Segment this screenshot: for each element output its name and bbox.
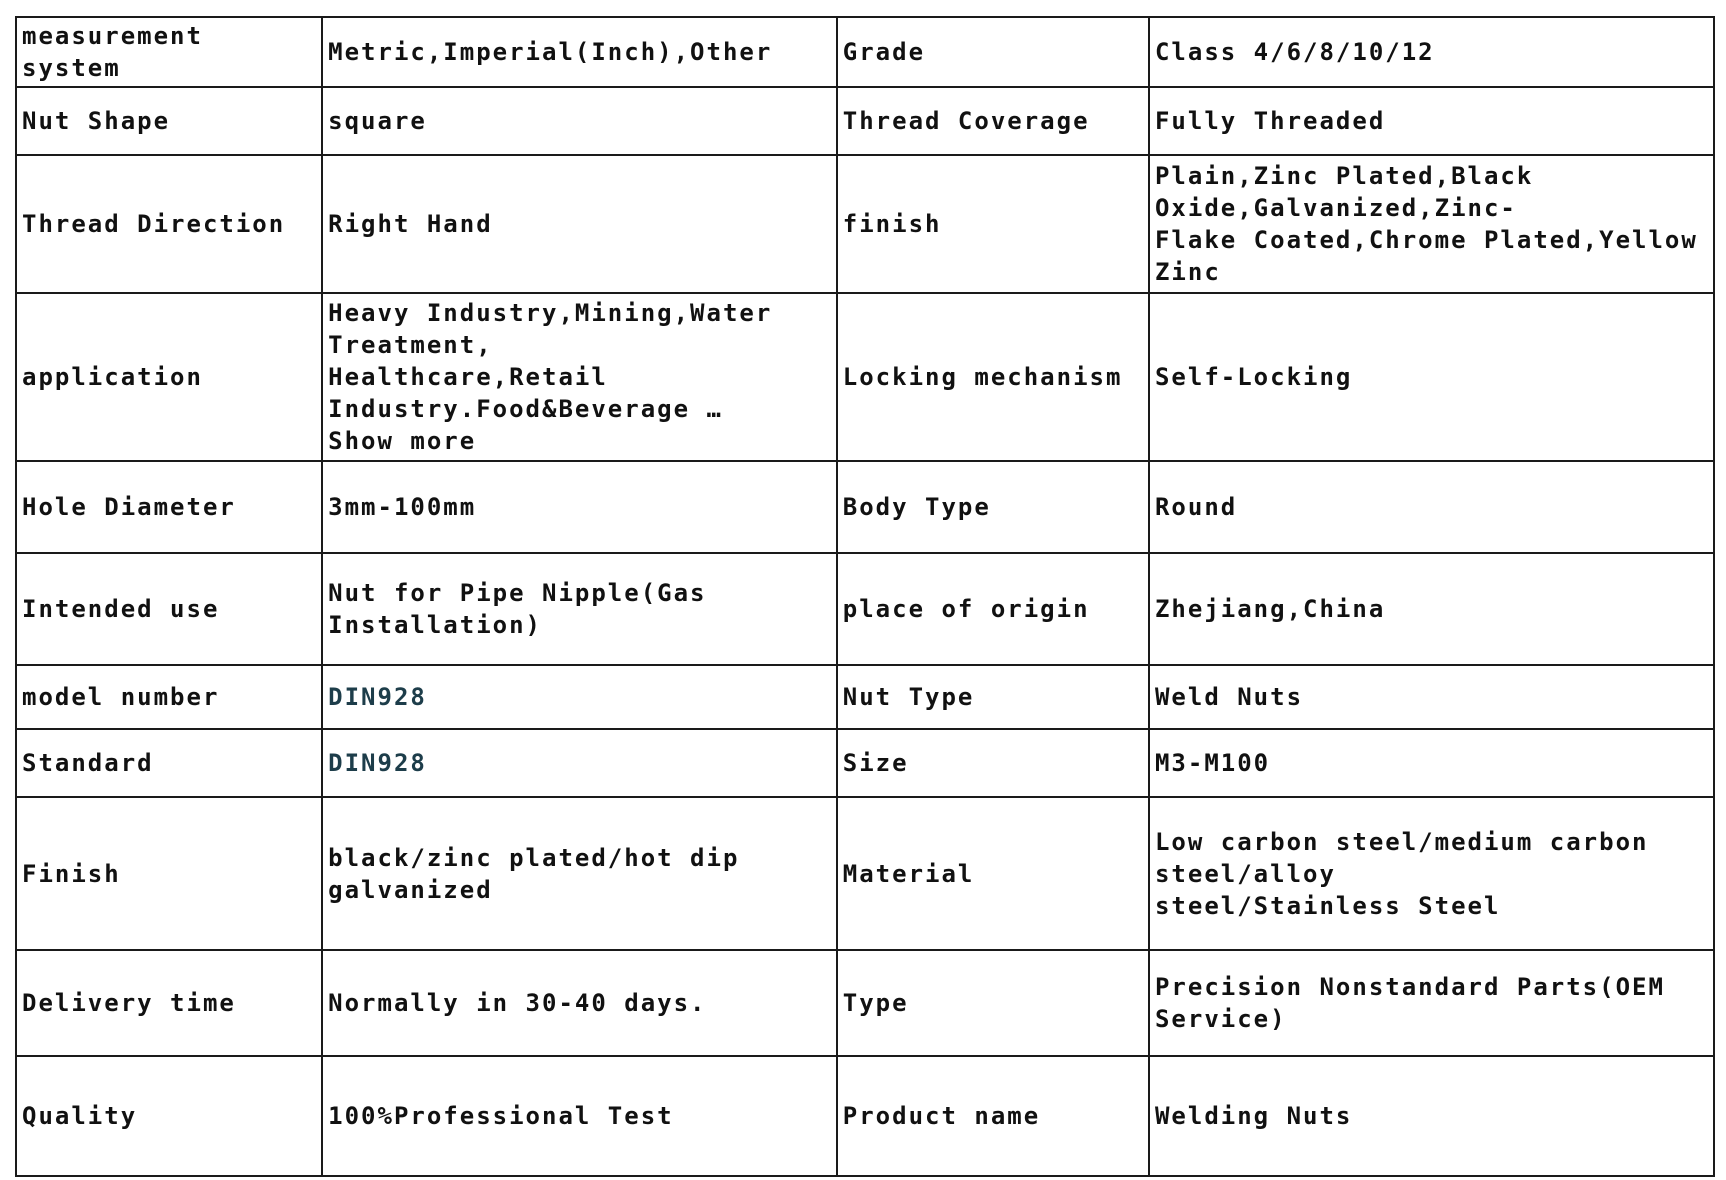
- spec-label-cell: place of origin: [837, 553, 1149, 665]
- spec-value-cell[interactable]: DIN928: [322, 729, 837, 797]
- spec-value-cell: Nut for Pipe Nipple(Gas Installation): [322, 553, 837, 665]
- spec-label-cell: Standard: [16, 729, 322, 797]
- spec-value-cell: Fully Threaded: [1149, 87, 1714, 155]
- spec-value-cell: Self-Locking: [1149, 293, 1714, 461]
- table-row: [16, 293, 1714, 461]
- spec-value-cell: [322, 293, 837, 461]
- spec-label-cell: Locking mechanism: [837, 293, 1149, 461]
- spec-value-cell: Normally in 30-40 days.: [322, 950, 837, 1056]
- spec-label-cell: Delivery time: [16, 950, 322, 1056]
- application-text: Heavy Industry,Mining,Water Treatment, Healthcare,Retail Industry.Food&Beverage …: [328, 299, 773, 423]
- spec-label-cell: Body Type: [837, 461, 1149, 553]
- spec-value-cell: Class 4/6/8/10/12: [1149, 17, 1714, 87]
- table-row: [16, 797, 1714, 950]
- table-row: [16, 17, 1714, 87]
- spec-label-cell: Type: [837, 950, 1149, 1056]
- spec-value-cell: Right Hand: [322, 155, 837, 293]
- table-row: [16, 553, 1714, 665]
- table-row: [16, 1056, 1714, 1176]
- spec-label-cell: Intended use: [16, 553, 322, 665]
- spec-value-cell: Weld Nuts: [1149, 665, 1714, 729]
- spec-value-cell: Low carbon steel/medium carbon steel/alloy steel/Stainless Steel: [1149, 797, 1714, 950]
- table-row: [16, 729, 1714, 797]
- spec-value-cell: Metric,Imperial(Inch),Other: [322, 17, 837, 87]
- spec-label-cell: model number: [16, 665, 322, 729]
- spec-value-cell: 3mm-100mm: [322, 461, 837, 553]
- spec-table: [15, 16, 1715, 1177]
- spec-value-cell[interactable]: DIN928: [322, 665, 837, 729]
- spec-label-cell: Material: [837, 797, 1149, 950]
- spec-value-cell: black/zinc plated/hot dip galvanized: [322, 797, 837, 950]
- spec-label-cell: application: [16, 293, 322, 461]
- spec-value-cell: Plain,Zinc Plated,Black Oxide,Galvanized,Zinc- Flake Coated,Chrome Plated,Yellow Zinc: [1149, 155, 1714, 293]
- spec-label-cell: finish: [837, 155, 1149, 293]
- spec-value-cell: square: [322, 87, 837, 155]
- spec-value-cell: Precision Nonstandard Parts(OEM Service): [1149, 950, 1714, 1056]
- spec-value-cell: Round: [1149, 461, 1714, 553]
- table-row: [16, 665, 1714, 729]
- spec-value-cell: Welding Nuts: [1149, 1056, 1714, 1176]
- spec-label-cell: Thread Coverage: [837, 87, 1149, 155]
- spec-label-cell: Thread Direction: [16, 155, 322, 293]
- show-more-link[interactable]: Show more: [328, 427, 477, 455]
- table-row: [16, 155, 1714, 293]
- spec-label-cell: Quality: [16, 1056, 322, 1176]
- spec-label-cell: Nut Shape: [16, 87, 322, 155]
- table-row: [16, 87, 1714, 155]
- spec-label-cell: Grade: [837, 17, 1149, 87]
- spec-label-cell: Nut Type: [837, 665, 1149, 729]
- spec-value-cell: 100%Professional Test: [322, 1056, 837, 1176]
- spec-value-cell: M3-M100: [1149, 729, 1714, 797]
- spec-label-cell: Product name: [837, 1056, 1149, 1176]
- spec-label-cell: Finish: [16, 797, 322, 950]
- spec-label-cell: Hole Diameter: [16, 461, 322, 553]
- spec-label-cell: Size: [837, 729, 1149, 797]
- spec-label-cell: measurement system: [16, 17, 322, 87]
- table-row: [16, 461, 1714, 553]
- spec-value-cell: Zhejiang,China: [1149, 553, 1714, 665]
- table-row: [16, 950, 1714, 1056]
